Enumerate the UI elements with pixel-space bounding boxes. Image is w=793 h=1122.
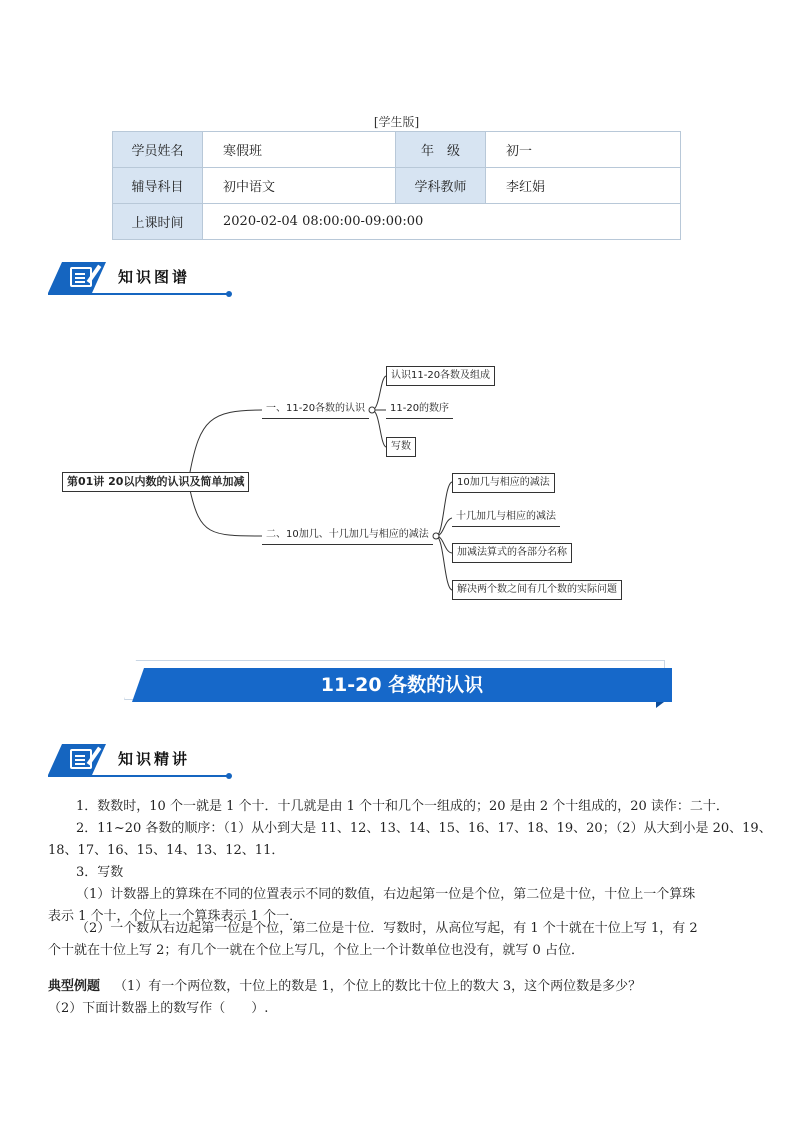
content-paragraph: 个十就在十位上写 2；有几个一就在个位上写几，个位上一个计数单位也没有，就写 0 占位． (48, 943, 584, 958)
mindmap-leaf: 十几加几与相应的减法 (452, 508, 560, 527)
content-paragraph: 18、17、16、15、14、13、12、11． (48, 843, 285, 858)
section-underline-dot (226, 773, 232, 779)
section-header-knowledge-explained (48, 744, 233, 784)
topic-title: 11-20 各数的认识 (320, 674, 484, 696)
teacher-value: 李红娟 (486, 168, 681, 204)
example-label: 典型例题 (48, 979, 101, 994)
content-paragraph: 1．数数时，10 个一就是 1 个十．十几就是由 1 个十和几个一组成的；20 是由 2 个十组成的，20 读作：二十． (76, 799, 729, 814)
topic-banner (124, 660, 673, 708)
name-label: 学员姓名 (113, 132, 203, 168)
subject-label: 辅导科目 (113, 168, 203, 204)
example-question-2: （2）下面计数器上的数写作（ ）. (48, 1001, 269, 1016)
content-paragraph: （2）一个数从右边起第一位是个位，第二位是十位．写数时，从高位写起，有 1 个十就在十位上写 1，有 2 (76, 921, 698, 936)
mindmap-leaf: 认识11-20各数及组成 (386, 366, 495, 386)
time-label: 上课时间 (113, 204, 203, 240)
mindmap-leaf: 10加几与相应的减法 (452, 473, 555, 493)
time-value: 2020-02-04 08:00:00-09:00:00 (203, 204, 681, 240)
mindmap-root: 第01讲 20以内数的认识及简单加减 (62, 472, 249, 492)
mindmap-leaf: 解决两个数之间有几个数的实际问题 (452, 580, 622, 600)
section-title: 知识图谱 (118, 268, 191, 286)
mindmap-leaf: 11-20的数序 (386, 400, 453, 419)
content-paragraph: 3．写数 (76, 865, 124, 880)
grade-label: 年 级 (396, 132, 486, 168)
section-title: 知识精讲 (118, 750, 191, 768)
name-value: 寒假班 (203, 132, 396, 168)
example-question-1: （1）有一个两位数，十位上的数是 1，个位上的数比十位上的数大 3，这个两位数是多少？ (114, 979, 642, 994)
mindmap-leaf: 写数 (386, 437, 416, 457)
mindmap-leaf: 加减法算式的各部分名称 (452, 543, 572, 563)
grade-value: 初一 (486, 132, 681, 168)
version-label: [学生版] (373, 115, 420, 129)
topic-banner-fold (656, 702, 664, 708)
mindmap-branch-2: 二、10加几、十几加几与相应的减法 (262, 526, 433, 545)
section-underline (48, 775, 228, 777)
content-paragraph: 表示 1 个十，个位上一个算珠表示 1 个一． (48, 909, 303, 924)
example-line (48, 976, 641, 998)
mindmap-branch-1: 一、11-20各数的认识 (262, 400, 369, 419)
notepad-pen-icon (70, 749, 92, 769)
content-paragraph: 2．11~20 各数的顺序：（1）从小到大是 11、12、13、14、15、16、17、18、19、20；（2）从大到小是 20、19、 (76, 821, 772, 836)
content-paragraph: （1）计数器上的算珠在不同的位置表示不同的数值，右边起第一位是个位，第二位是十位，十位上一个算珠 (76, 887, 696, 902)
teacher-label: 学科教师 (396, 168, 486, 204)
subject-value: 初中语文 (203, 168, 396, 204)
